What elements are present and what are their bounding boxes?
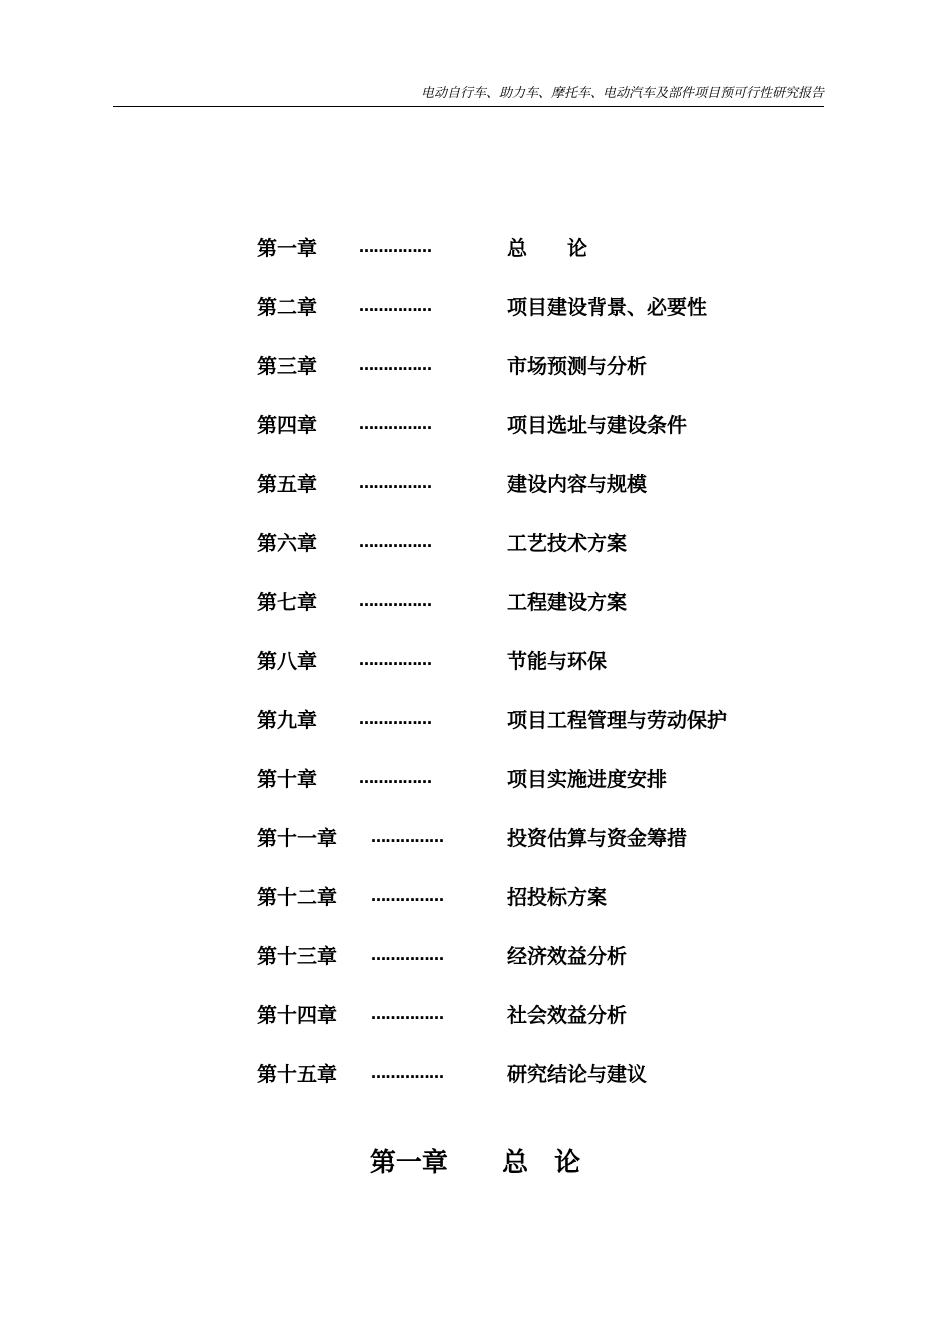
toc-item-4 [0, 407, 950, 443]
toc-item-6 [0, 525, 950, 561]
toc-item-3 [0, 348, 950, 384]
toc-chapter-number: 第五章 [257, 472, 317, 496]
toc-chapter-title: 社会效益分析 [507, 1003, 627, 1027]
toc-chapter-number: 第十四章 [257, 1003, 337, 1027]
header-title: 电动自行车、助力车、摩托车、电动汽车及部件项目预可行性研究报告 [420, 86, 824, 101]
toc-chapter-number: 第十五章 [257, 1062, 337, 1086]
toc-item-12 [0, 879, 950, 915]
toc-chapter-number: 第四章 [257, 413, 317, 437]
toc-leader-dots: …………… [359, 651, 432, 669]
toc-chapter-number: 第十章 [257, 767, 317, 791]
toc-chapter-number: 第八章 [257, 649, 317, 673]
toc-item-2 [0, 289, 950, 325]
toc-chapter-number: 第二章 [257, 295, 317, 319]
toc-chapter-number: 第六章 [257, 531, 317, 555]
toc-chapter-number: 第十一章 [257, 826, 337, 850]
toc-leader-dots: …………… [359, 356, 432, 374]
toc-chapter-title: 项目实施进度安排 [507, 767, 667, 791]
toc-leader-dots: …………… [359, 769, 432, 787]
toc-chapter-title: 工艺技术方案 [507, 531, 627, 555]
toc-chapter-title: 项目选址与建设条件 [507, 413, 687, 437]
section-heading-title: 总 论 [502, 1148, 581, 1178]
toc-leader-dots: …………… [371, 1005, 444, 1023]
toc-item-1 [0, 230, 950, 266]
toc-item-13 [0, 938, 950, 974]
toc-leader-dots: …………… [359, 474, 432, 492]
toc-chapter-title: 工程建设方案 [507, 590, 627, 614]
toc-chapter-title: 建设内容与规模 [507, 472, 647, 496]
toc-leader-dots: …………… [359, 238, 432, 256]
toc-chapter-number: 第十二章 [257, 885, 337, 909]
toc-item-8 [0, 643, 950, 679]
toc-item-5 [0, 466, 950, 502]
toc-item-14 [0, 997, 950, 1033]
toc-chapter-number: 第三章 [257, 354, 317, 378]
toc-chapter-number: 第一章 [257, 236, 317, 260]
toc-leader-dots: …………… [359, 297, 432, 315]
section-heading-gap [448, 1148, 502, 1178]
toc-leader-dots: …………… [359, 415, 432, 433]
toc-leader-dots: …………… [371, 1064, 444, 1082]
toc-chapter-title: 投资估算与资金筹措 [507, 826, 687, 850]
toc-chapter-title: 经济效益分析 [507, 944, 627, 968]
section-heading-chapter: 第一章 [369, 1148, 448, 1178]
toc-chapter-title: 市场预测与分析 [507, 354, 647, 378]
toc-leader-dots: …………… [371, 887, 444, 905]
toc-item-7 [0, 584, 950, 620]
toc-item-15 [0, 1056, 950, 1092]
toc-leader-dots: …………… [371, 828, 444, 846]
toc-chapter-title: 项目工程管理与劳动保护 [507, 708, 727, 732]
toc-chapter-title: 项目建设背景、必要性 [507, 295, 707, 319]
toc-leader-dots: …………… [359, 710, 432, 728]
toc-leader-dots: …………… [359, 533, 432, 551]
section-heading [0, 1143, 950, 1183]
toc-item-9 [0, 702, 950, 738]
toc-leader-dots: …………… [359, 592, 432, 610]
toc-item-11 [0, 820, 950, 856]
toc-chapter-number: 第九章 [257, 708, 317, 732]
toc-chapter-number: 第七章 [257, 590, 317, 614]
toc-chapter-title: 研究结论与建议 [507, 1062, 647, 1086]
toc-chapter-number: 第十三章 [257, 944, 337, 968]
toc-chapter-title: 节能与环保 [507, 649, 607, 673]
toc-chapter-title: 总 论 [507, 236, 587, 260]
toc-chapter-title: 招投标方案 [507, 885, 607, 909]
page-header [113, 84, 824, 107]
toc-leader-dots: …………… [371, 946, 444, 964]
toc-item-10 [0, 761, 950, 797]
